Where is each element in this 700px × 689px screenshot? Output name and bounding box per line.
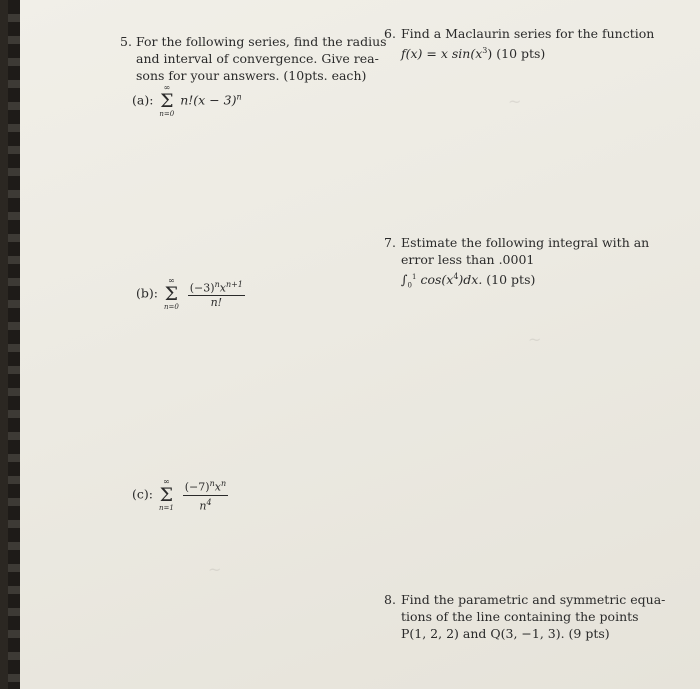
part-label: (b): <box>136 285 158 301</box>
problem-text-line: Estimate the following integral with an <box>401 235 650 250</box>
exam-sheet <box>8 0 700 689</box>
problem-number: 5. <box>120 34 132 49</box>
problem-8 <box>384 591 674 642</box>
series-b <box>136 277 245 311</box>
bleed-through-mark: ~ <box>528 330 542 349</box>
part-label: (a): <box>132 92 154 108</box>
sum-lower-limit: n=1 <box>158 504 174 513</box>
problem-number: 7. <box>384 235 396 250</box>
bleed-through-mark: ~ <box>508 92 522 111</box>
problem-6 <box>384 25 664 62</box>
problem-7 <box>384 234 664 295</box>
series-fraction <box>183 477 228 513</box>
problem-text-line: Find the parametric and symmetric equa- <box>401 592 666 607</box>
sum-upper-limit: ∞ <box>163 477 170 487</box>
problem-text-line: and interval of convergence. Give rea- <box>136 51 379 66</box>
problem-text-line: For the following series, find the radius <box>136 34 387 49</box>
binder-edge <box>8 0 20 689</box>
series-a <box>132 84 242 118</box>
series-term: n!(x − 3) <box>180 92 237 108</box>
bleed-through-mark: ~ <box>208 560 222 579</box>
part-label: (c): <box>132 486 153 502</box>
summation <box>159 478 174 512</box>
fraction-denominator: $n^4$ <box>199 497 212 513</box>
problem-text-line: error less than .0001 <box>401 252 535 267</box>
sigma-symbol: Σ <box>160 90 174 112</box>
sum-lower-limit: n=0 <box>159 110 175 118</box>
sum-upper-limit: ∞ <box>163 83 171 92</box>
sum-lower-limit: n=0 <box>163 303 179 311</box>
problem-text-line: tions of the line containing the points <box>401 609 639 624</box>
problem-text-line: Find a Maclaurin series for the function <box>401 26 655 41</box>
fraction-numerator: $(-3)^nx^{n+1}$ <box>189 279 243 295</box>
sum-upper-limit: ∞ <box>168 276 175 285</box>
summation <box>159 84 174 118</box>
sigma-symbol: Σ <box>159 484 174 507</box>
problem-text-line: sons for your answers. (10pts. each) <box>136 68 367 83</box>
term-exponent: n <box>236 92 242 102</box>
problem-5 <box>120 33 387 84</box>
series-fraction <box>188 278 245 311</box>
fraction-denominator: n! <box>210 296 223 310</box>
problem-text-line: P(1, 2, 2) and Q(3, −1, 3). (9 pts) <box>401 626 610 641</box>
problem-formula: f(x) = x $\sin(x^3)$ (10 pts) <box>401 46 546 62</box>
problem-number: 8. <box>384 592 396 607</box>
sigma-symbol: Σ <box>164 283 179 305</box>
fraction-numerator: $(-7)^nx^n$ <box>184 479 227 494</box>
problem-number: 6. <box>384 26 396 41</box>
problem-integral: $\int_0^1$ $\cos(x^4)dx$. (10 pts) <box>401 272 536 290</box>
summation <box>164 277 179 311</box>
series-c <box>132 477 228 513</box>
